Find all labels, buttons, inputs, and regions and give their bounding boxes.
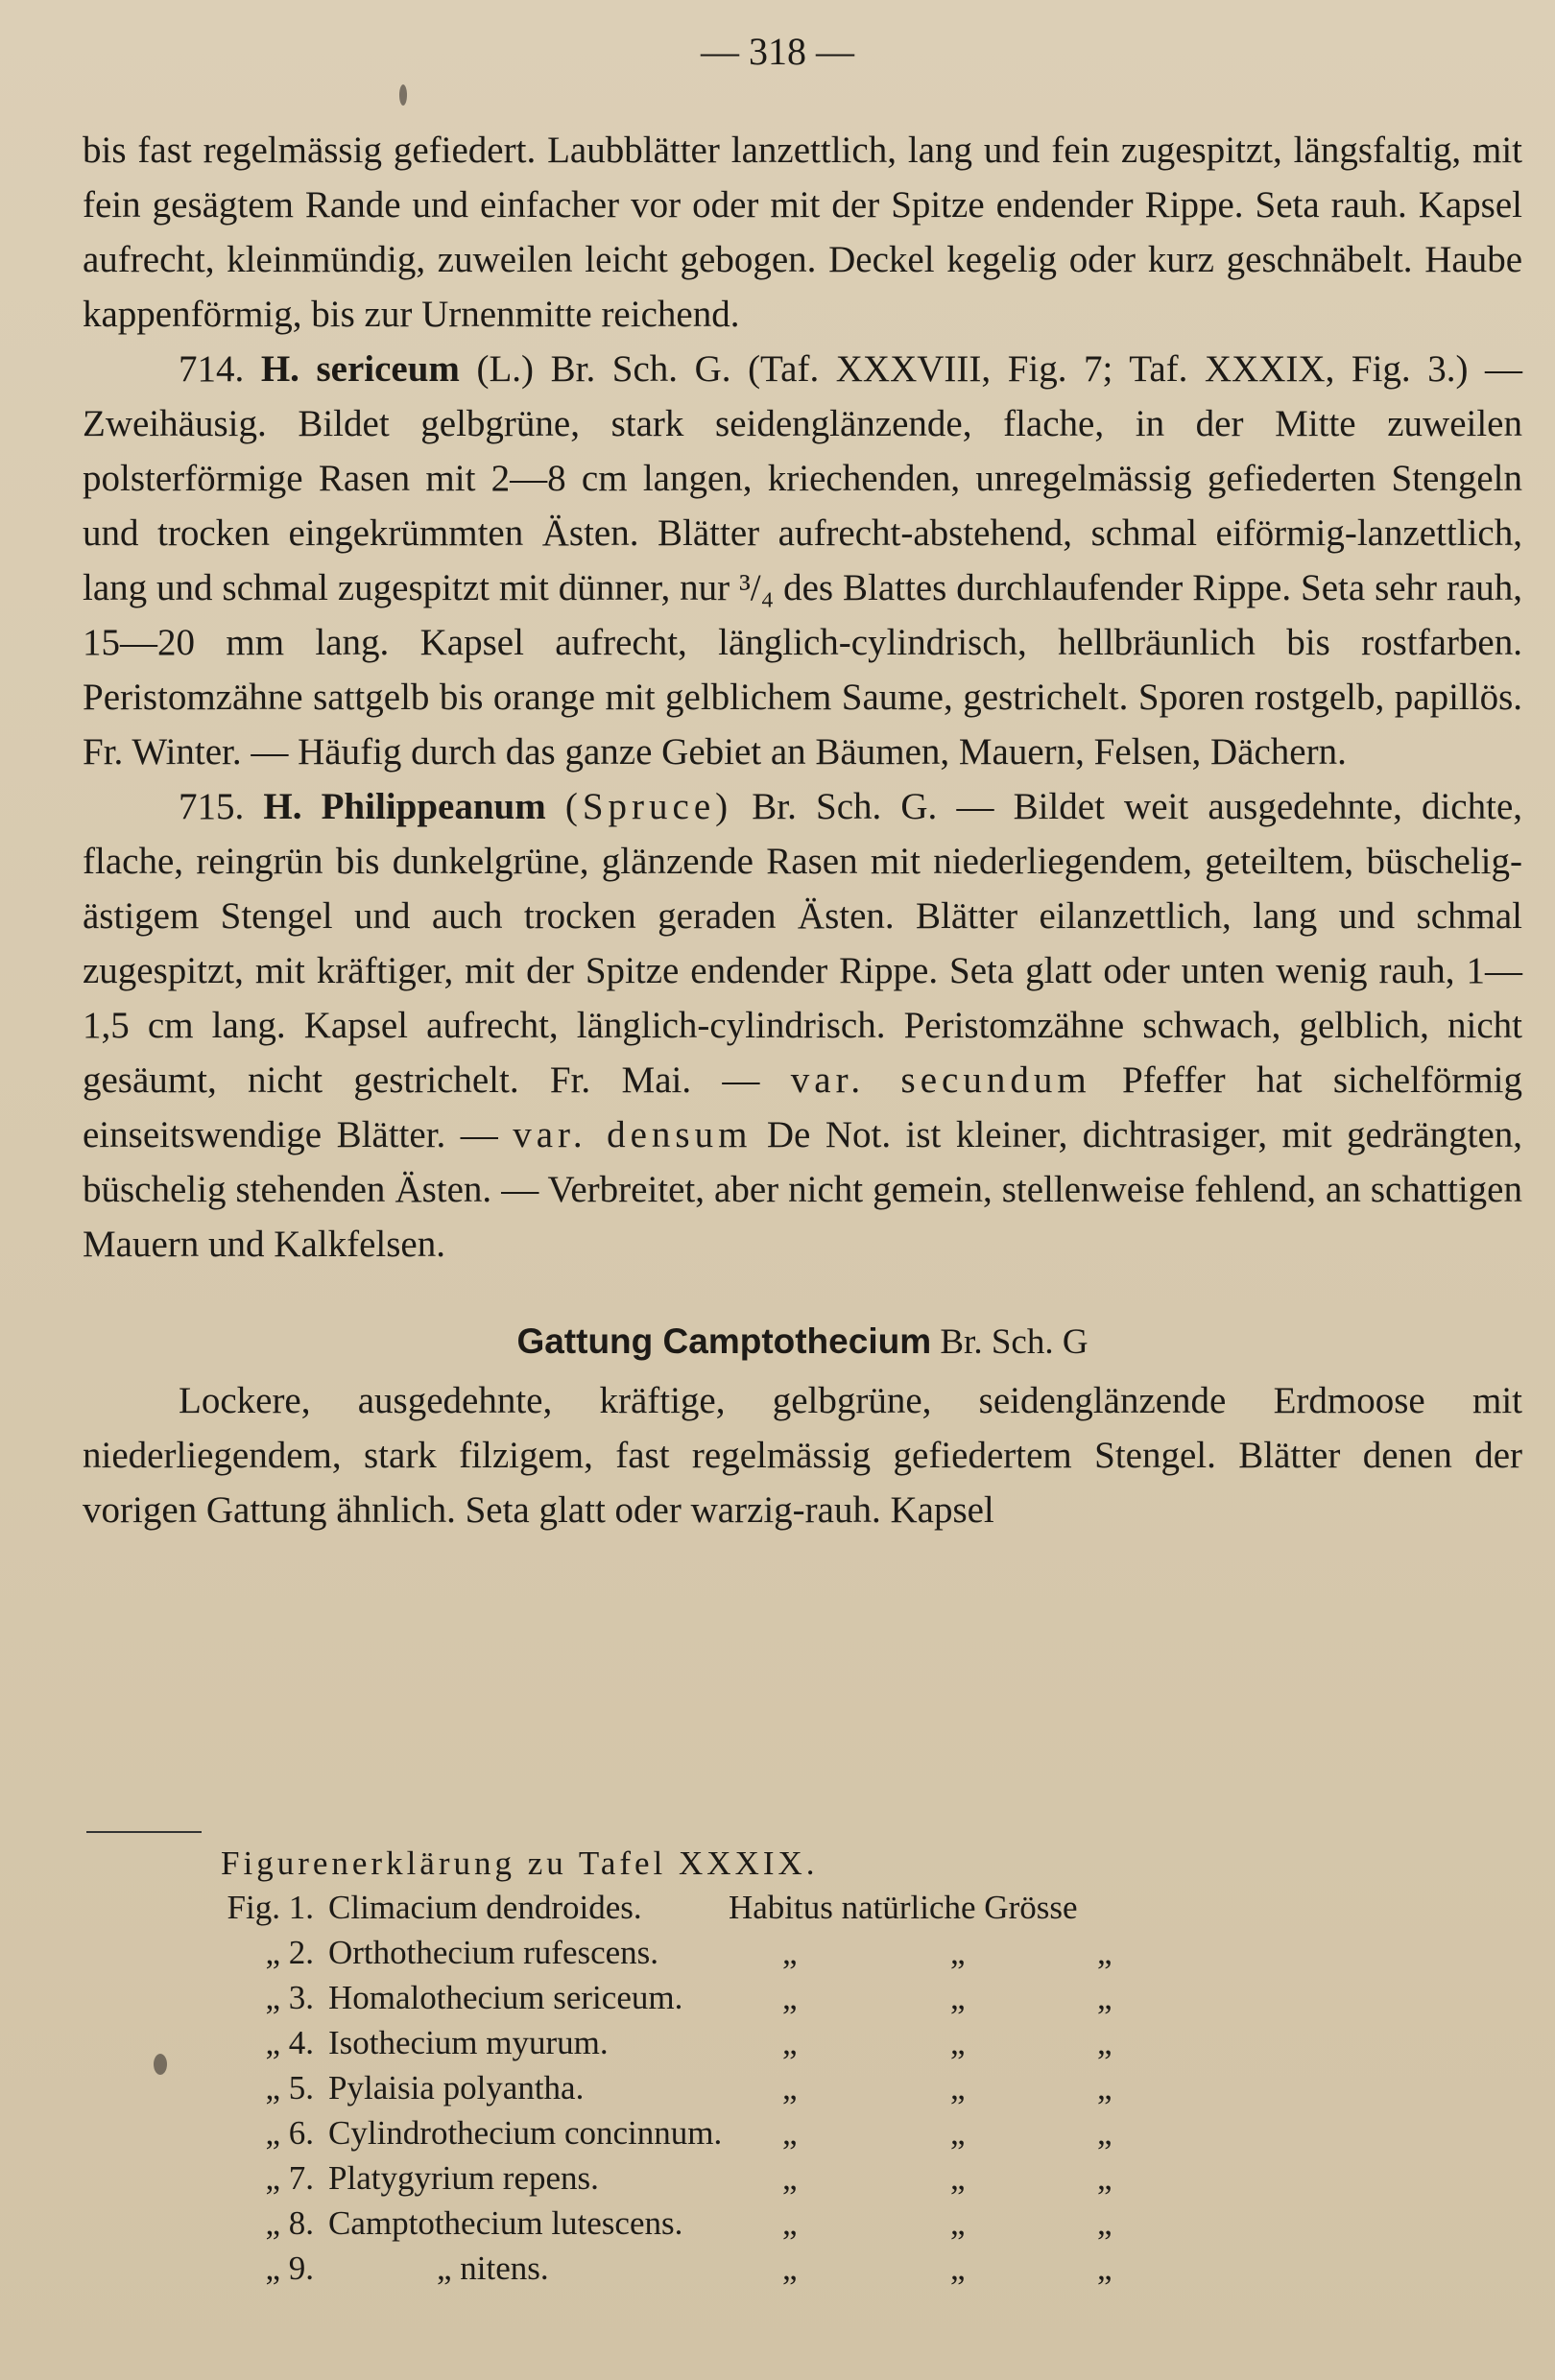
ditto-mark: „ <box>782 2249 798 2287</box>
species-description: Br. Sch. G. — Bildet weit ausgedehnte, dichte, flache, reingrün bis dunkelgrüne, glänzende Rasen mit niederliegendem, geteiltem, büschelig-ästigem Stengel und auch trocken geraden Ästen. Blätter eilanzettlich, lang und schmal zugespitzt, mit kräftiger, mit der Spitze endender Rippe. Seta glatt oder unten wenig rauh, 1—1,5 cm lang. Kapsel aufrecht, länglich-cylindrisch. Peristomzähne schwach, gelblich, nicht gesäumt, nicht gestrichelt. Fr. Mai. — <box>83 786 1523 1101</box>
figure-number: „ 4. <box>265 2024 314 2061</box>
variety-name: var. secundum <box>790 1059 1091 1101</box>
main-text <box>83 123 1522 1537</box>
figure-species: „ nitens. <box>437 2249 549 2287</box>
ditto-mark: „ <box>950 2204 966 2242</box>
figure-number: „ 8. <box>265 2204 314 2242</box>
ditto-mark: „ <box>1097 2204 1112 2242</box>
habitus-note: Habitus natürliche Grösse <box>729 1889 1078 1926</box>
figure-species: Climacium dendroides. <box>328 1889 642 1926</box>
ditto-mark: „ <box>782 2024 798 2061</box>
ditto-mark: „ <box>950 2069 966 2106</box>
species-number: 715. <box>179 786 245 827</box>
ditto-mark: „ <box>950 2159 966 2197</box>
species-name: H. sericeum <box>260 348 460 390</box>
ditto-mark: „ <box>1097 2024 1112 2061</box>
figure-row <box>187 2204 1243 2249</box>
figure-row <box>187 2159 1243 2204</box>
genus-name: Gattung Camptothecium <box>516 1321 932 1361</box>
figure-number: „ 2. <box>265 1934 314 1971</box>
figure-row <box>187 1979 1243 2024</box>
species-name: H. Philippeanum <box>263 786 546 827</box>
ditto-mark: „ <box>782 2114 798 2152</box>
figure-row <box>187 2114 1243 2159</box>
figure-number: „ 5. <box>265 2069 314 2106</box>
ditto-mark: „ <box>1097 2069 1112 2106</box>
species-author: (Spruce) <box>564 786 733 827</box>
ditto-mark: „ <box>1097 1979 1112 2016</box>
figure-row <box>187 2069 1243 2114</box>
figure-number: „ 6. <box>265 2114 314 2152</box>
ditto-mark: „ <box>782 2069 798 2106</box>
variety-description: De Not. ist kleiner, dichtrasiger, mit gedrängten, büschelig stehenden Ästen. — Verbreitet, aber nicht gemein, stellenweise fehlend, an schattigen Mauern und Kalkfelsen. <box>83 1114 1523 1265</box>
ditto-mark: „ <box>782 1934 798 1971</box>
paragraph-715 <box>83 779 1522 1272</box>
footnote-rule <box>86 1831 202 1833</box>
figure-species: Orthothecium rufescens. <box>328 1934 659 1971</box>
ditto-mark: „ <box>950 2249 966 2287</box>
figure-legend-title: Figurenerklärung zu Tafel XXXIX. <box>221 1844 819 1882</box>
species-number: 714. <box>179 348 245 390</box>
ditto-mark: „ <box>950 2024 966 2061</box>
ditto-mark: „ <box>1097 2249 1112 2287</box>
figure-row <box>187 2249 1243 2295</box>
ink-spot <box>154 2054 167 2075</box>
ditto-mark: „ <box>1097 1934 1112 1971</box>
species-description: Zweihäusig. Bildet gelbgrüne, stark seidenglänzende, flache, in der Mitte zuweilen polsterförmige Rasen mit 2—8 cm langen, kriechenden, unregelmässig gefiederten Stengeln und trocken eingekrümmten Ästen. Blätter aufrecht-abstehend, schmal eiförmig-lanzettlich, lang und schmal zugespitzt mit dünner, nur ³/₄ des Blattes durchlaufender Rippe. Seta sehr rauh, 15—20 mm lang. Kapsel aufrecht, länglich-cylindrisch, hellbräunlich bis rostfarben. Peristomzähne sattgelb bis orange mit gelblichem Saume, gestrichelt. Sporen rostgelb, papillös. Fr. Winter. — Häufig durch das ganze Gebiet an Bäumen, Mauern, Felsen, Dächern. <box>83 403 1522 773</box>
page-number: — 318 — <box>701 30 854 73</box>
ditto-mark: „ <box>950 1934 966 1971</box>
figure-number: „ 3. <box>265 1979 314 2016</box>
figure-species: Isothecium myurum. <box>328 2024 609 2061</box>
paragraph-714 <box>83 342 1522 779</box>
paragraph-genus: Lockere, ausgedehnte, kräftige, gelbgrüne, seidenglänzende Erdmoose mit niederliegendem, stark filzigem, fast regelmässig gefiedertem Stengel. Blätter denen der vorigen Gattung ähnlich. Seta glatt oder warzig-rauh. Kapsel <box>83 1380 1522 1531</box>
species-citation: (L.) Br. Sch. G. (Taf. XXXVIII, Fig. 7; Taf. XXXIX, Fig. 3.) — <box>476 348 1523 390</box>
ditto-mark: „ <box>1097 2114 1112 2152</box>
ditto-mark: „ <box>782 2204 798 2242</box>
figure-row <box>187 1889 1243 1934</box>
figure-species: Camptothecium lutescens. <box>328 2204 683 2242</box>
ditto-mark: „ <box>950 2114 966 2152</box>
genus-author: Br. Sch. G <box>940 1322 1088 1362</box>
figure-row <box>187 2024 1243 2069</box>
ditto-mark: „ <box>1097 2159 1112 2197</box>
figure-row <box>187 1934 1243 1979</box>
paragraph-intro: bis fast regelmässig gefiedert. Laubblätter lanzettlich, lang und fein zugespitzt, längsfaltig, mit fein gesägtem Rande und einfacher vor oder mit der Spitze endender Rippe. Seta rauh. Kapsel aufrecht, kleinmündig, zuweilen leicht gebogen. Deckel kegelig oder kurz geschnäbelt. Haube kappenförmig, bis zur Urnenmitte reichend. <box>83 130 1522 335</box>
figure-species: Pylaisia polyantha. <box>328 2069 585 2106</box>
figure-species: Cylindrothecium concinnum. <box>328 2114 723 2152</box>
figure-number: „ 9. <box>265 2249 314 2287</box>
ditto-mark: „ <box>782 2159 798 2197</box>
ditto-mark: „ <box>782 1979 798 2016</box>
figure-species: Platygyrium repens. <box>328 2159 599 2197</box>
ink-spot <box>399 84 407 106</box>
figure-number: „ 7. <box>265 2159 314 2197</box>
ditto-mark: „ <box>950 1979 966 2016</box>
figure-species: Homalothecium sericeum. <box>328 1979 683 2016</box>
variety-description: Pfeffer hat sichelförmig einseitswendige Blätter. — <box>83 1059 1522 1155</box>
genus-heading <box>83 1314 1522 1369</box>
variety-name: var. densum <box>513 1114 753 1155</box>
figure-number: Fig. 1. <box>227 1889 314 1926</box>
